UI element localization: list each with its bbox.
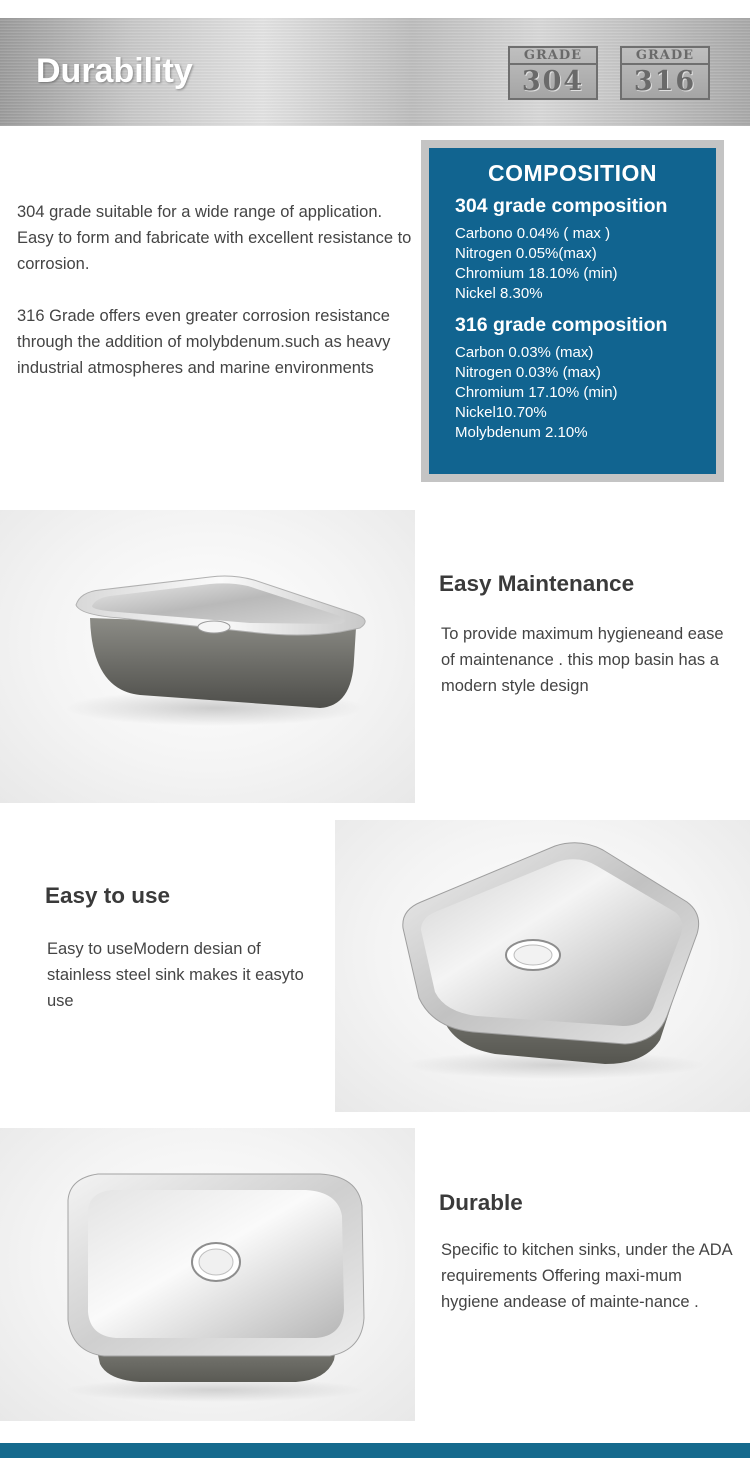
grade-304-badge (508, 46, 598, 100)
list-item: Nitrogen 0.05%(max) (455, 245, 597, 262)
list-item: Nitrogen 0.03% (max) (455, 364, 601, 381)
list-item: Nickel 8.30% (455, 285, 543, 302)
durability-header (0, 18, 750, 126)
feature-title-easy-to-use: Easy to use (45, 883, 171, 908)
list-item: Chromium 17.10% (min) (455, 384, 618, 401)
feature-text-easy-to-use: Easy to useModern desian of stainless steel sink makes it easyto use (47, 940, 304, 1010)
grade-304-description: 304 grade suitable for a wide range of application. Easy to form and fabricate with excellent resistance to corrosion. (17, 203, 412, 273)
sink-top-illustration (0, 1128, 415, 1421)
page-title: Durability (36, 52, 193, 90)
grade-number: 316 (633, 66, 697, 97)
sink-side-illustration (0, 510, 415, 803)
footer-bar (0, 1443, 750, 1458)
sink-photo-angled-view (335, 820, 750, 1112)
grade-label: GRADE (622, 48, 708, 65)
composition-box (429, 148, 716, 474)
list-item: Carbon 0.03% (max) (455, 344, 594, 361)
grade-316-description: 316 Grade offers even greater corrosion resistance through the addition of molybdenum.such as heavy industrial atmospheres and marine environments (17, 307, 391, 377)
grade-number: 304 (521, 66, 585, 97)
list-item: Chromium 18.10% (min) (455, 265, 618, 282)
grade-304-heading: 304 grade composition (455, 195, 668, 217)
grade-316-heading: 316 grade composition (455, 314, 668, 336)
sink-angled-illustration (335, 820, 750, 1112)
grade-316-list (455, 343, 716, 443)
list-item: Molybdenum 2.10% (455, 424, 588, 441)
grade-label: GRADE (510, 48, 596, 65)
list-item: Carbono 0.04% ( max ) (455, 225, 611, 242)
feature-title-durable: Durable (439, 1190, 523, 1215)
grade-304-list (455, 224, 716, 304)
feature-text-durable: Specific to kitchen sinks, under the ADA requirements Offering maxi-mum hygiene andease of mainte-nance . (441, 1241, 732, 1311)
composition-title: COMPOSITION (487, 160, 658, 186)
sink-photo-side-view (0, 510, 415, 803)
grade-description (17, 199, 412, 381)
feature-text-easy-maintenance: To provide maximum hygieneand ease of maintenance . this mop basin has a modern style design (441, 625, 724, 695)
list-item: Nickel10.70% (455, 404, 547, 421)
grade-316-badge (620, 46, 710, 100)
feature-title-easy-maintenance: Easy Maintenance (439, 571, 635, 596)
composition-panel (421, 140, 724, 482)
sink-photo-top-view (0, 1128, 415, 1421)
